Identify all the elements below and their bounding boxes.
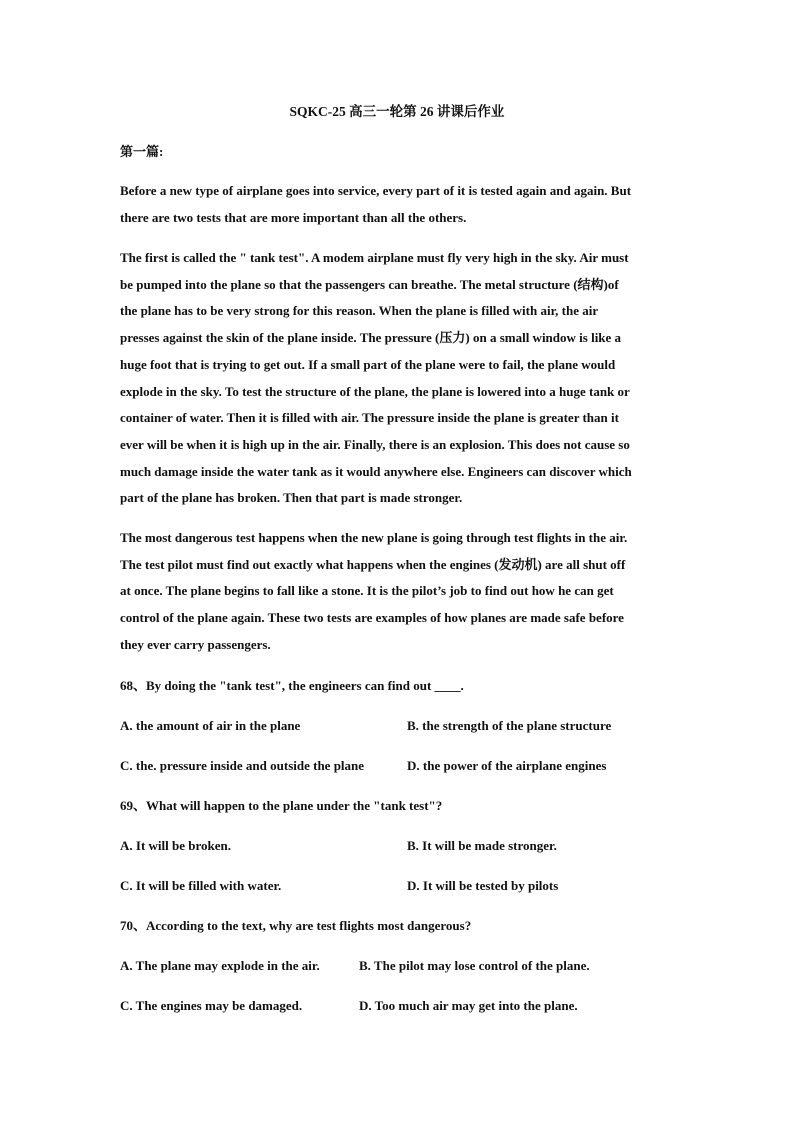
paragraph-line: part of the plane has broken. Then that part is made stronger. [120,490,463,506]
section-heading: 第一篇: [120,144,164,159]
question-68-option-a: A. the amount of air in the plane [120,718,301,733]
paragraph-1 [120,178,673,231]
paragraph-line: The most dangerous test happens when the new plane is going through test flights in the air. [120,530,628,545]
paragraph-line: The first is called the " tank test". A modem airplane must fly very high in the sky. Air must [120,250,629,265]
question-69-option-c: C. It will be filled with water. [120,878,282,893]
paragraph-line: at once. The plane begins to fall like a stone. It is the pilot’s job to find out how he can get [120,583,614,599]
paragraph-line: explode in the sky. To test the structure of the plane, the plane is lowered into a huge tank or [120,383,630,399]
question-68-stem: 68、By doing the "tank test", the engineers can find out ____. [120,678,464,693]
paragraph-line: container of water. Then it is filled with air. The pressure inside the plane is greater than it [120,410,619,426]
question-69-option-b: B. It will be made stronger. [407,838,557,853]
paragraph-line: The test pilot must find out exactly what happens when the engines (发动机) are all shut off [120,556,626,572]
question-69-option-a: A. It will be broken. [120,838,231,853]
question-70-option-d: D. Too much air may get into the plane. [359,998,578,1013]
paragraph-line: control of the plane again. These two tests are examples of how planes are made safe before [120,610,624,626]
question-70-option-b: B. The pilot may lose control of the plane. [359,958,590,973]
question-68-option-b: B. the strength of the plane structure [407,718,612,733]
paragraph-line: the plane has to be very strong for this reason. When the plane is filled with air, the air [120,303,599,319]
paragraph-2 [120,245,673,512]
question-70-option-c: C. The engines may be damaged. [120,998,303,1013]
paragraph-line: ever will be when it is high up in the air. Finally, there is an explosion. This does not cause so [120,436,630,452]
question-69-option-d: D. It will be tested by pilots [407,878,559,893]
paragraph-line: be pumped into the plane so that the passengers can breathe. The metal structure (结构)of [120,276,619,292]
paragraph-line: presses against the skin of the plane inside. The pressure (压力) on a small window is like a [120,330,622,346]
paragraph-line: they ever carry passengers. [120,636,271,652]
paragraph-line: much damage inside the water tank as it would anywhere else. Engineers can discover which [120,463,632,479]
paragraph-line: huge foot that is trying to get out. If a small part of the plane were to fail, the plane would [120,356,616,372]
question-68-option-d: D. the power of the airplane engines [407,758,607,773]
page-title: SQKC-25 高三一轮第 26 讲课后作业 [289,104,505,119]
question-68-option-c: C. the. pressure inside and outside the plane [120,758,365,773]
paragraph-line: Before a new type of airplane goes into service, every part of it is tested again and again. But [120,183,632,198]
question-69-stem: 69、What will happen to the plane under the "tank test"? [120,798,443,813]
paragraph-line: there are two tests that are more important than all the others. [120,209,467,225]
paragraph-3 [120,525,673,659]
question-70-option-a: A. The plane may explode in the air. [120,958,320,973]
question-70-stem: 70、According to the text, why are test flights most dangerous? [120,918,472,933]
